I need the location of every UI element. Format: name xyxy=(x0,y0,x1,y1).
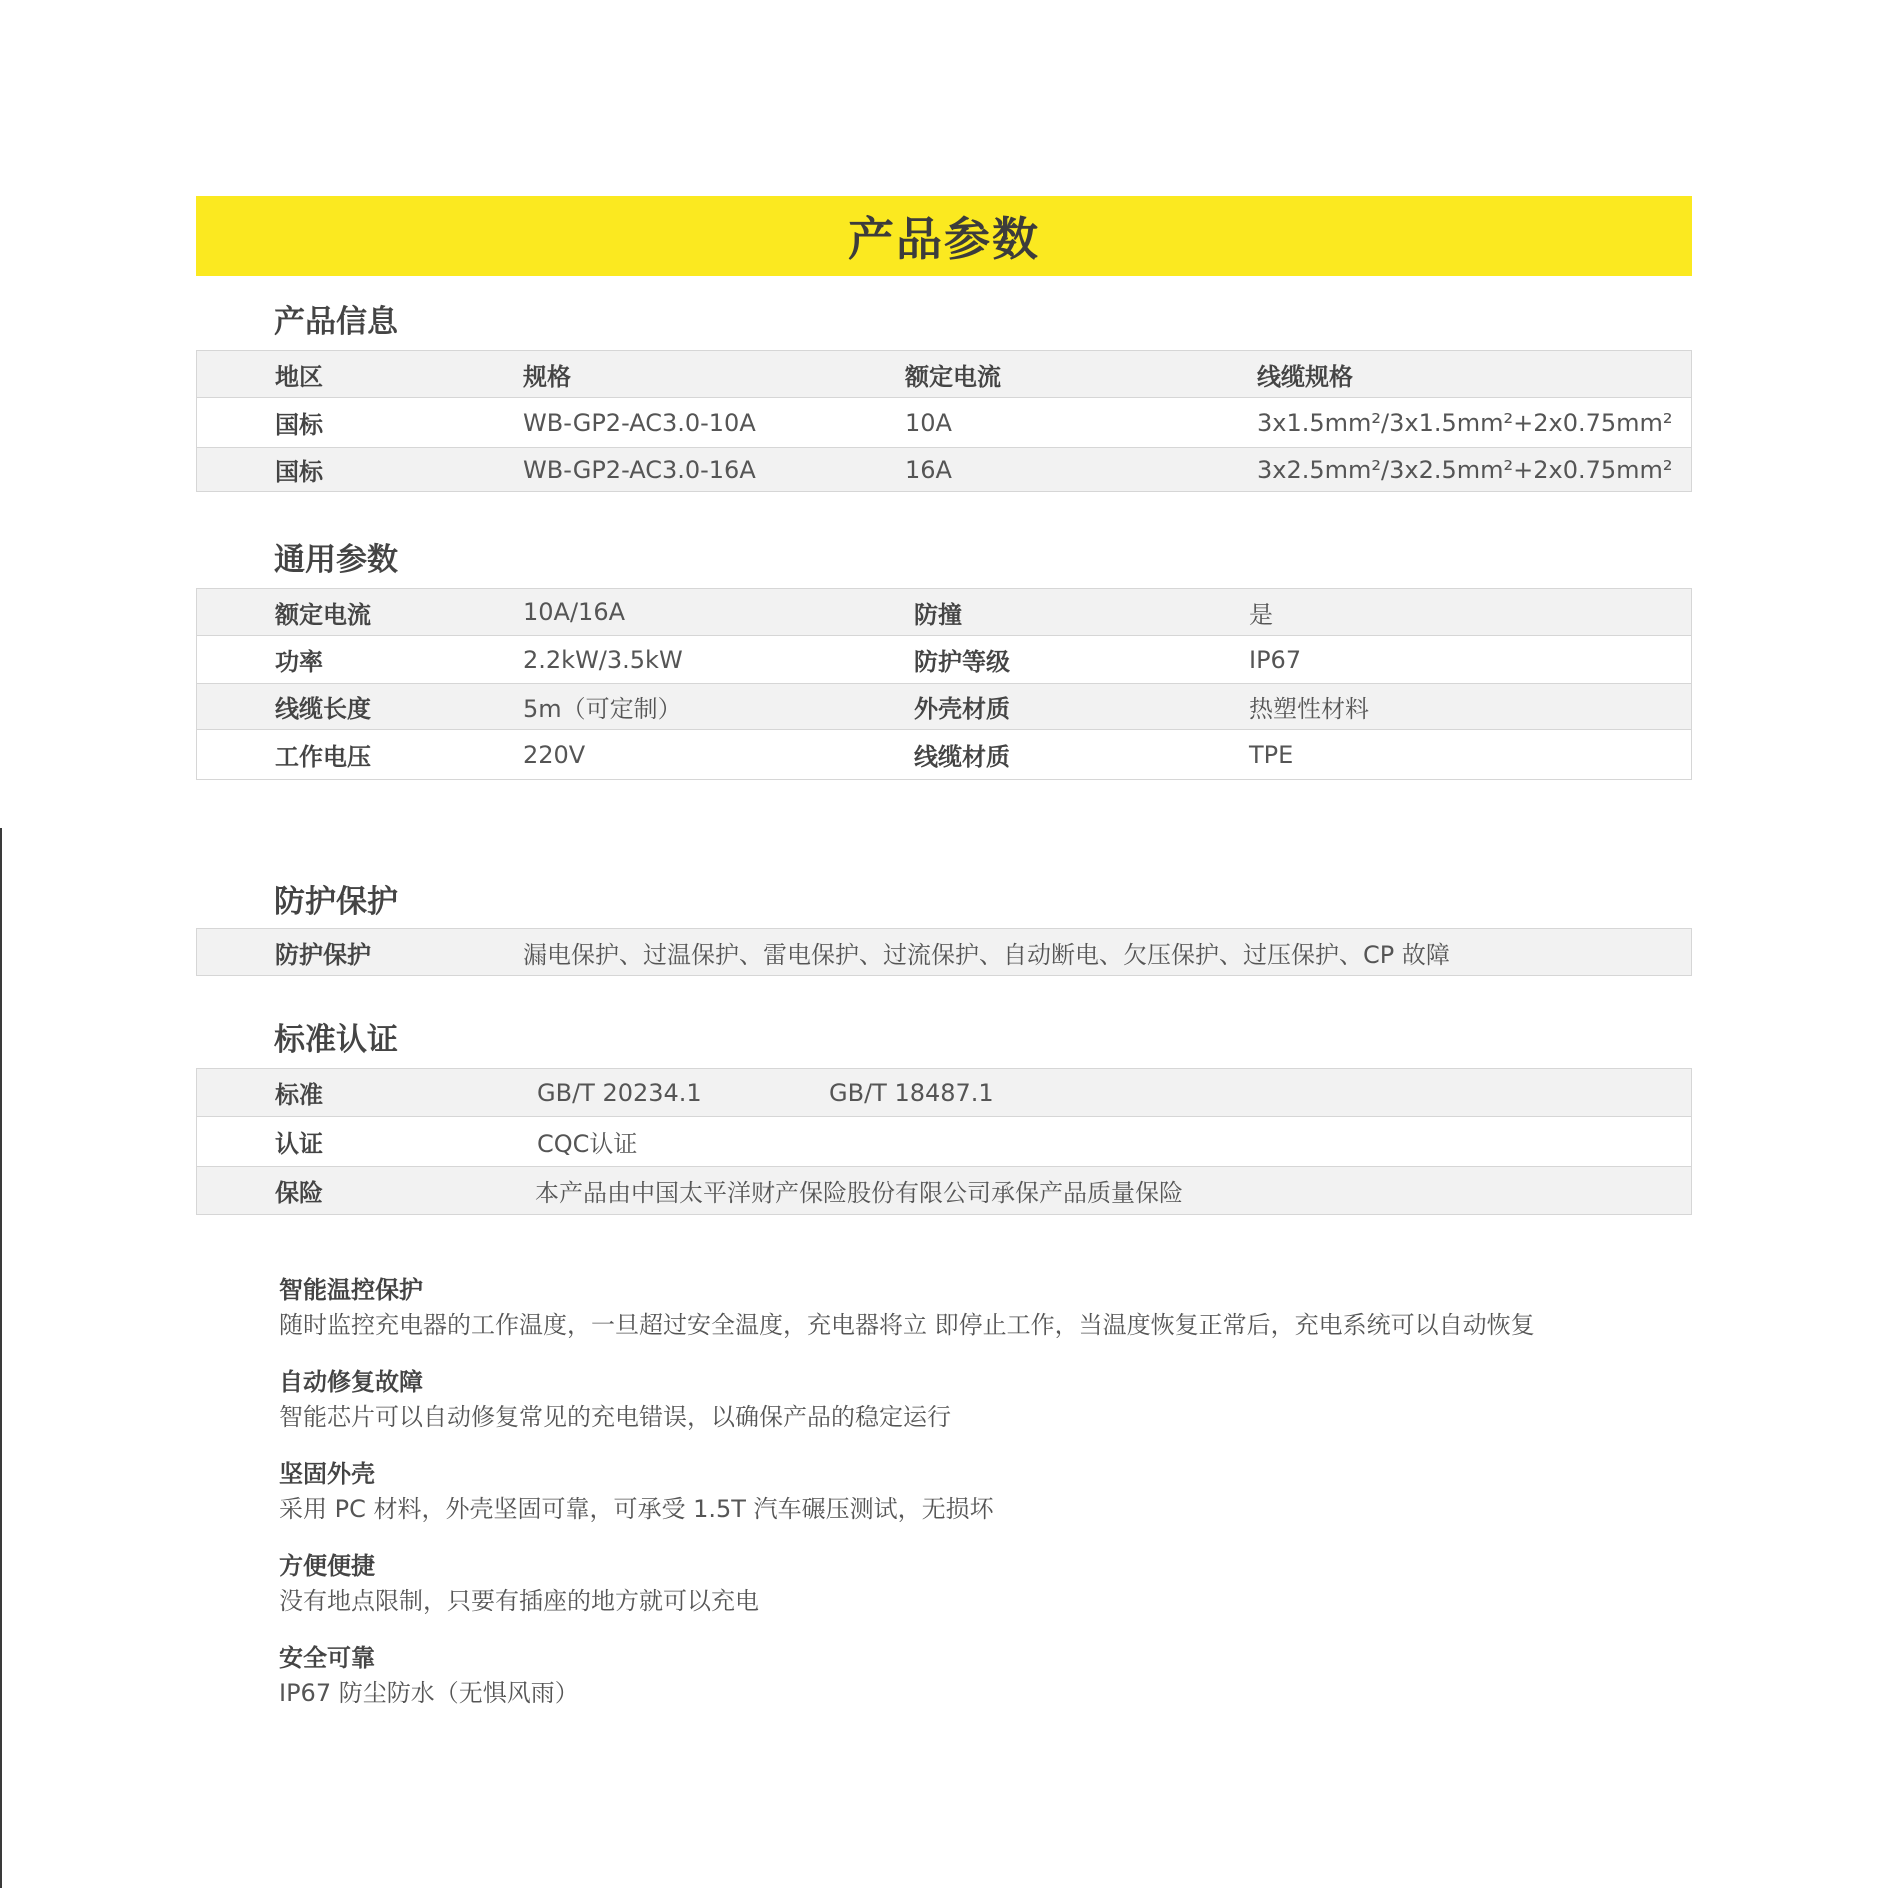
product-info-table xyxy=(196,350,1692,492)
table-header-row xyxy=(197,351,1691,397)
param-label: 外壳材质 xyxy=(914,695,1010,723)
table-row xyxy=(197,729,1691,779)
param-value: 是 xyxy=(1249,600,1273,629)
insurance-value: 本产品由中国太平洋财产保险股份有限公司承保产品质量保险 xyxy=(535,1179,1183,1207)
param-value: IP67 xyxy=(1249,645,1302,674)
feature-item xyxy=(279,1550,759,1618)
cell-spec: WB-GP2-AC3.0-10A xyxy=(523,408,756,437)
param-value: 10A/16A xyxy=(523,598,625,626)
header-banner xyxy=(196,196,1692,276)
table-row xyxy=(197,683,1691,729)
column-header-cable-spec: 线缆规格 xyxy=(1257,362,1353,391)
feature-title: 智能温控保护 xyxy=(279,1276,423,1304)
section-title-protection: 防护保护 xyxy=(274,884,398,920)
cert-label: 认证 xyxy=(275,1130,323,1158)
cert-value: CQC认证 xyxy=(537,1130,638,1158)
table-row xyxy=(197,447,1691,491)
param-value: 220V xyxy=(523,740,586,769)
standard-value: GB/T 18487.1 xyxy=(829,1078,994,1107)
general-params-table xyxy=(196,588,1692,780)
feature-desc: 采用 PC 材料，外壳坚固可靠，可承受 1.5T 汽车碾压测试，无损坏 xyxy=(279,1495,994,1523)
protection-value: 漏电保护、过温保护、雷电保护、过流保护、自动断电、欠压保护、过压保护、CP 故障 xyxy=(523,940,1450,969)
page-title: 产品参数 xyxy=(848,212,1040,266)
feature-title: 安全可靠 xyxy=(279,1644,375,1672)
table-row xyxy=(197,589,1691,635)
section-title-certification: 标准认证 xyxy=(274,1022,398,1058)
cell-rated-current: 10A xyxy=(905,408,952,437)
param-value: 5m（可定制） xyxy=(523,695,682,723)
param-value: 2.2kW/3.5kW xyxy=(523,645,683,674)
table-row xyxy=(197,1166,1691,1214)
param-label: 线缆长度 xyxy=(275,695,371,723)
feature-desc: 智能芯片可以自动修复常见的充电错误，以确保产品的稳定运行 xyxy=(279,1403,951,1431)
param-label: 防撞 xyxy=(914,600,962,629)
param-label: 线缆材质 xyxy=(914,743,1010,771)
feature-desc: IP67 防尘防水（无惧风雨） xyxy=(279,1679,579,1707)
cell-cable-spec: 3x1.5mm²/3x1.5mm²+2x0.75mm² xyxy=(1257,408,1673,437)
feature-item xyxy=(279,1642,579,1710)
cell-region: 国标 xyxy=(275,458,323,486)
left-edge-rule xyxy=(0,828,2,1888)
cell-region: 国标 xyxy=(275,411,323,439)
feature-item xyxy=(279,1274,1535,1342)
column-header-rated-current: 额定电流 xyxy=(905,362,1001,391)
protection-table xyxy=(196,928,1692,976)
feature-item xyxy=(279,1458,994,1526)
cell-rated-current: 16A xyxy=(905,455,952,484)
cell-spec: WB-GP2-AC3.0-16A xyxy=(523,455,756,484)
insurance-label: 保险 xyxy=(275,1179,323,1207)
param-label: 工作电压 xyxy=(275,743,371,771)
feature-item xyxy=(279,1366,951,1434)
param-value: TPE xyxy=(1249,740,1294,769)
feature-title: 方便便捷 xyxy=(279,1552,375,1580)
feature-title: 自动修复故障 xyxy=(279,1368,423,1396)
section-title-general-params: 通用参数 xyxy=(274,542,398,578)
feature-title: 坚固外壳 xyxy=(279,1460,375,1488)
section-title-product-info: 产品信息 xyxy=(274,304,398,340)
table-row xyxy=(197,929,1691,975)
protection-label: 防护保护 xyxy=(275,940,371,969)
table-row xyxy=(197,635,1691,683)
param-label: 额定电流 xyxy=(275,600,371,629)
param-value: 热塑性材料 xyxy=(1249,695,1369,723)
table-row xyxy=(197,1116,1691,1166)
column-header-spec: 规格 xyxy=(523,362,571,391)
standard-value: GB/T 20234.1 xyxy=(537,1078,702,1107)
cell-cable-spec: 3x2.5mm²/3x2.5mm²+2x0.75mm² xyxy=(1257,455,1673,484)
param-label: 防护等级 xyxy=(914,648,1010,676)
standard-label: 标准 xyxy=(275,1081,323,1109)
certification-table xyxy=(196,1068,1692,1215)
param-label: 功率 xyxy=(275,648,323,676)
feature-desc: 随时监控充电器的工作温度，一旦超过安全温度，充电器将立 即停止工作，当温度恢复正常后，充电系统可以自动恢复 xyxy=(279,1311,1535,1339)
column-header-region: 地区 xyxy=(275,362,323,391)
feature-desc: 没有地点限制，只要有插座的地方就可以充电 xyxy=(279,1587,759,1615)
table-row xyxy=(197,397,1691,447)
table-row xyxy=(197,1069,1691,1116)
